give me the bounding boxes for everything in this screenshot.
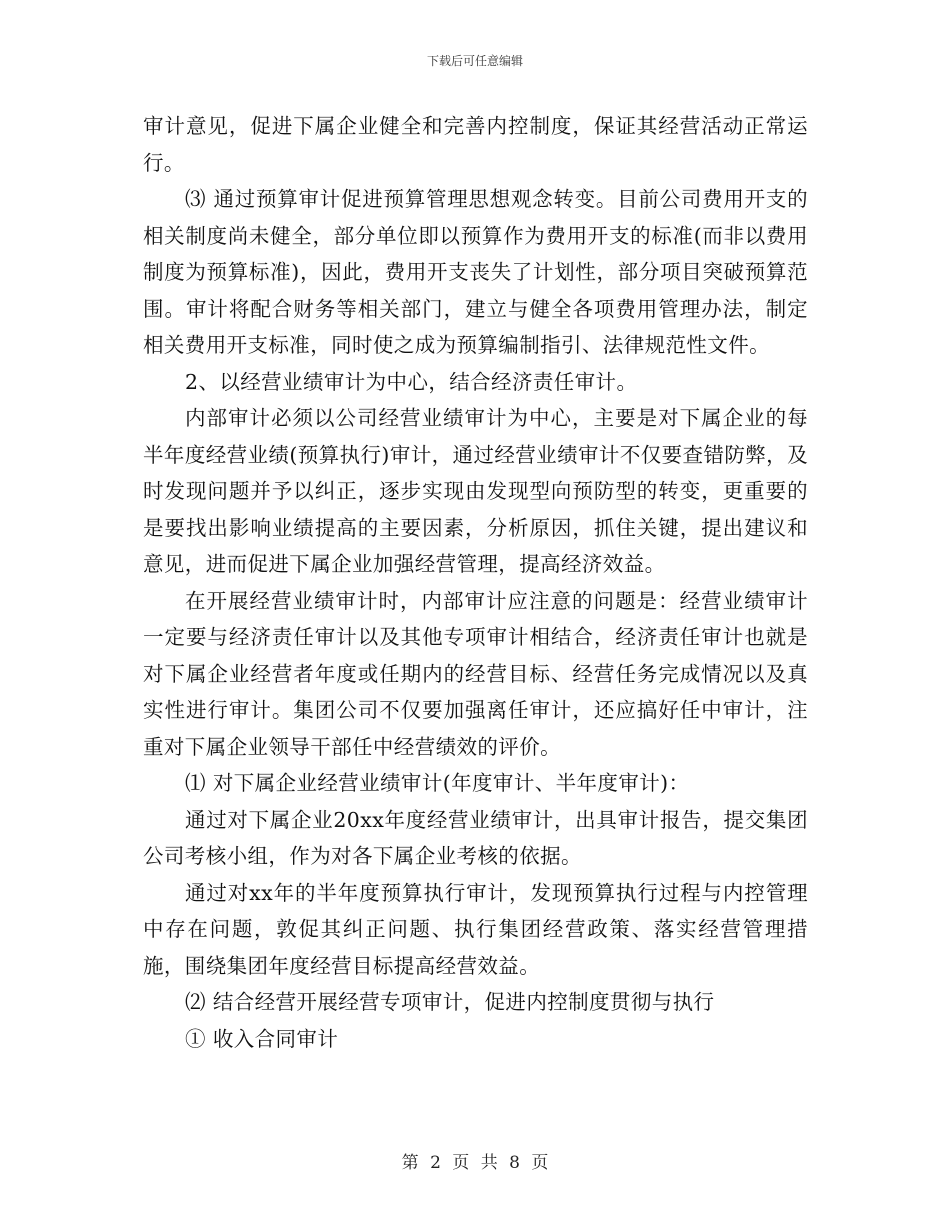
paragraph-2: ⑶ 通过预算审计促进预算管理思想观念转变。目前公司费用开支的相关制度尚未健全，部分单位即以预算作为费用开支的标准(而非以费用制度为预算标准)，因此，费用开支丧失了计划性，部分项目突破预算范围。审计将配合财务等相关部门，建立与健全各项费用管理办法，制定相关费用开支标准，同时使之成为预算编制指引、法律规范性文件。	[143, 187, 808, 357]
page-header: 下载后可任意编辑	[426, 54, 523, 68]
document-body	[143, 108, 808, 1057]
paragraph-8: 通过对xx年的半年度预算执行审计，发现预算执行过程与内控管理中存在问题，敦促其纠正问题、执行集团经营政策、落实经营管理措施，围绕集团年度经营目标提高经营效益。	[143, 880, 808, 978]
paragraph-1: 审计意见，促进下属企业健全和完善内控制度，保证其经营活动正常运行。	[143, 114, 808, 175]
subheading-1: ⑴ 对下属企业经营业绩审计(年度审计、半年度审计)：	[185, 771, 690, 795]
paragraph-5: 在开展经营业绩审计时，内部审计应注意的问题是：经营业绩审计一定要与经济责任审计以及其他专项审计相结合，经济责任审计也就是对下属企业经营者年度或任期内的经营目标、经营任务完成情况以及真实性进行审计。集团公司不仅要加强离任审计，还应搞好任中审计，注重对下属企业领导干部任中经营绩效的评价。	[143, 588, 808, 759]
paragraph-4: 内部审计必须以公司经营业绩审计为中心，主要是对下属企业的每半年度经营业绩(预算执行)审计，通过经营业绩审计不仅要查错防弊，及时发现问题并予以纠正，逐步实现由发现型向预防型的转变，更重要的是要找出影响业绩提高的主要因素，分析原因，抓住关键，提出建议和意见，进而促进下属企业加强经营管理，提高经济效益。	[143, 406, 808, 576]
list-item-1: ① 收入合同审计	[185, 1026, 339, 1051]
paragraph-7: 通过对下属企业20xx年度经营业绩审计，出具审计报告，提交集团公司考核小组，作为对各下属企业考核的依据。	[143, 807, 808, 868]
page-footer: 第 2 页 共 8 页	[401, 1153, 549, 1173]
section-heading-2: 2、以经营业绩审计为中心，结合经济责任审计。	[185, 369, 638, 394]
subheading-2: ⑵ 结合经营开展经营专项审计，促进内控制度贯彻与执行	[185, 990, 715, 1014]
